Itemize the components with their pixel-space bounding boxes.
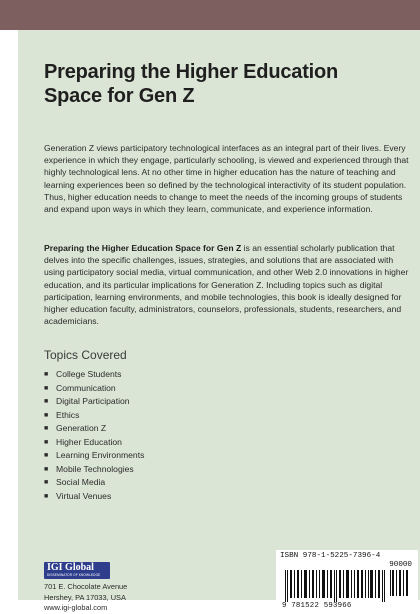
bullet-icon: ■ xyxy=(44,384,49,392)
publisher-website: www.igi-global.com xyxy=(44,603,108,612)
isbn-label: ISBN 978-1-5225-7396-4 xyxy=(280,552,381,560)
bullet-icon: ■ xyxy=(44,465,49,473)
topic-item xyxy=(44,476,144,490)
publisher-logo xyxy=(44,562,110,579)
topic-label: College Students xyxy=(56,369,122,379)
bullet-icon: ■ xyxy=(44,438,49,446)
bullet-icon: ■ xyxy=(44,398,49,405)
topics-heading: Topics Covered xyxy=(44,348,127,362)
title-line-1: Preparing the Higher Education xyxy=(44,61,339,83)
description-title-bold: Preparing the Higher Education Space for Gen Z xyxy=(44,243,242,253)
address-line-1: 701 E. Chocolate Avenue xyxy=(44,582,128,591)
description-paragraph-2 xyxy=(44,242,410,327)
bullet-icon: ■ xyxy=(44,425,49,432)
address-line-2: Hershey, PA 17033, USA xyxy=(44,592,126,602)
topic-label: Social Media xyxy=(56,477,106,487)
barcode-digits: 9 781522 593966 xyxy=(282,602,352,610)
topic-label: Generation Z xyxy=(56,423,107,433)
topic-item xyxy=(44,395,144,409)
book-title xyxy=(44,60,404,108)
topic-label: Digital Participation xyxy=(56,396,130,406)
price-addon: 90000 xyxy=(389,561,412,569)
logo-name: IGI Global xyxy=(47,562,94,573)
barcode-bars-icon xyxy=(282,570,412,602)
topic-item xyxy=(44,409,144,423)
topics-list xyxy=(44,368,144,503)
description-paragraph-1: Generation Z views participatory technological interfaces as an integral part of their lives. Every experience in which they engage, particularly schooling, is viewed and experienced through that highly technological lens. At no other time in higher education has the nature of teaching and learning experiences been so defined by the technological interactivity of its student population. Thus, higher education needs to change to meet the needs of the incoming groups of students and expand upon ways in which they learn, communicate, and experience information. xyxy=(44,143,409,215)
top-band xyxy=(0,0,420,30)
topic-item xyxy=(44,463,144,477)
topic-label: Communication xyxy=(56,382,116,393)
cover-panel xyxy=(18,30,420,612)
topic-item xyxy=(44,382,144,396)
topic-label: Mobile Technologies xyxy=(56,463,134,474)
description-paragraph-2-text: is an essential scholarly publication that delves into the specific challenges, issues, strategies, and solutions that are associated with using participatory social media, virtual communication, and other Web 2.0 innovations in higher education, and its particular implications for Generation Z. Including topics such as digital participation, learning environments, and mobile technologies, this book is ideally designed for higher education faculty, administrators, counselors, professionals, students, researchers, and academicians. xyxy=(44,243,409,327)
isbn-barcode xyxy=(276,550,418,612)
topic-item xyxy=(44,368,144,382)
topic-label: Learning Environments xyxy=(56,450,145,460)
bullet-icon: ■ xyxy=(44,492,49,500)
topic-label: Ethics xyxy=(56,409,80,420)
bullet-icon: ■ xyxy=(44,452,49,459)
bullet-icon: ■ xyxy=(44,479,49,486)
bullet-icon: ■ xyxy=(44,371,49,378)
topic-item xyxy=(44,490,144,504)
publisher-address xyxy=(44,582,127,614)
topic-item xyxy=(44,422,144,436)
topic-label: Virtual Venues xyxy=(56,490,112,501)
bullet-icon: ■ xyxy=(44,411,49,419)
topic-item xyxy=(44,436,144,450)
topic-item xyxy=(44,449,144,463)
topic-label: Higher Education xyxy=(56,436,122,447)
title-line-2: Space for Gen Z xyxy=(44,85,195,107)
logo-tagline: DISSEMINATOR OF KNOWLEDGE xyxy=(47,573,101,577)
